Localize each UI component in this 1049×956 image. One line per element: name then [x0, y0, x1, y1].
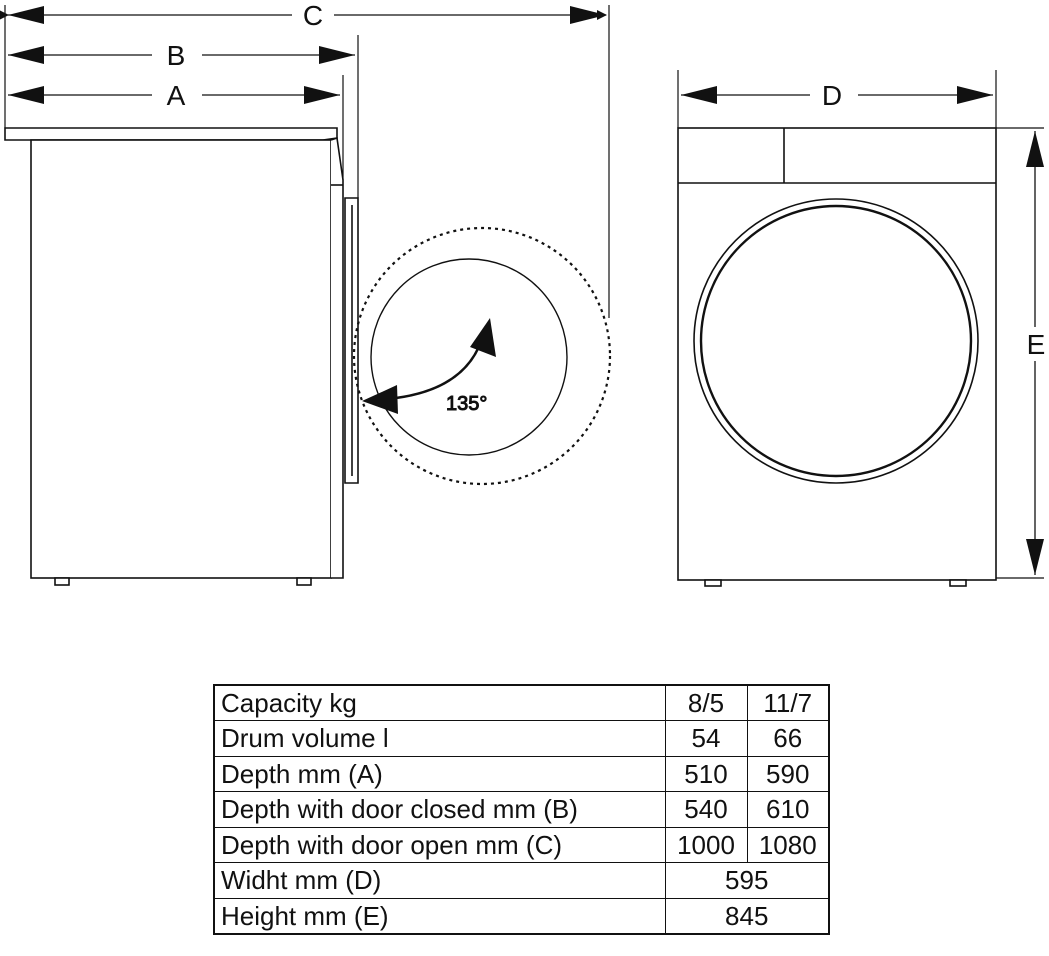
- side-view: [5, 128, 358, 585]
- table-row: [214, 792, 829, 828]
- row-label: Depth with door open mm (C): [214, 827, 665, 863]
- dimension-b-label: B: [166, 40, 186, 71]
- table-row: [214, 863, 829, 899]
- capacity-label: Capacity kg: [214, 685, 665, 721]
- dimension-e-label: E: [1026, 329, 1046, 360]
- capacity-value-2: 11/7: [747, 685, 829, 721]
- dimension-c-label: C: [302, 0, 324, 31]
- row-merged-value: 845: [665, 898, 829, 934]
- table-row: [214, 756, 829, 792]
- row-merged-value: 595: [665, 863, 829, 899]
- door-angle-arrowhead-left: [362, 385, 398, 414]
- row-label: Widht mm (D): [214, 863, 665, 899]
- row-label: Height mm (E): [214, 898, 665, 934]
- table-row: [214, 685, 829, 721]
- dimension-d-label: D: [821, 80, 843, 111]
- door-angle-arrow: [396, 332, 484, 398]
- table-row: [214, 898, 829, 934]
- row-label: Depth mm (A): [214, 756, 665, 792]
- front-cabinet: [678, 128, 996, 580]
- side-foot-front: [297, 578, 311, 585]
- dimension-e: [996, 128, 1048, 578]
- side-foot-rear: [55, 578, 69, 585]
- front-view: [678, 128, 996, 586]
- side-worktop: [5, 128, 337, 140]
- row-value-2: 66: [747, 721, 829, 757]
- door-swing-path: [354, 228, 610, 484]
- side-cabinet: [31, 140, 331, 578]
- front-foot-left: [705, 580, 721, 586]
- dimensions-spec-table: [213, 684, 830, 935]
- dimension-d: [678, 70, 996, 128]
- row-value-2: 590: [747, 756, 829, 792]
- row-value-2: 610: [747, 792, 829, 828]
- dimension-a-label: A: [166, 80, 186, 111]
- door-open-outline: [371, 259, 567, 455]
- row-value-1: 1000: [665, 827, 747, 863]
- row-value-1: 510: [665, 756, 747, 792]
- row-label: Depth with door closed mm (B): [214, 792, 665, 828]
- row-value-1: 54: [665, 721, 747, 757]
- capacity-value-1: 8/5: [665, 685, 747, 721]
- table-row: [214, 721, 829, 757]
- side-front-panel: [331, 138, 343, 578]
- front-foot-right: [950, 580, 966, 586]
- row-label: Drum volume l: [214, 721, 665, 757]
- door-angle-label: 135°: [446, 393, 488, 415]
- table-row: [214, 827, 829, 863]
- row-value-1: 540: [665, 792, 747, 828]
- row-value-2: 1080: [747, 827, 829, 863]
- door-swing: [354, 228, 610, 484]
- door-angle-arrowhead-up: [470, 318, 496, 357]
